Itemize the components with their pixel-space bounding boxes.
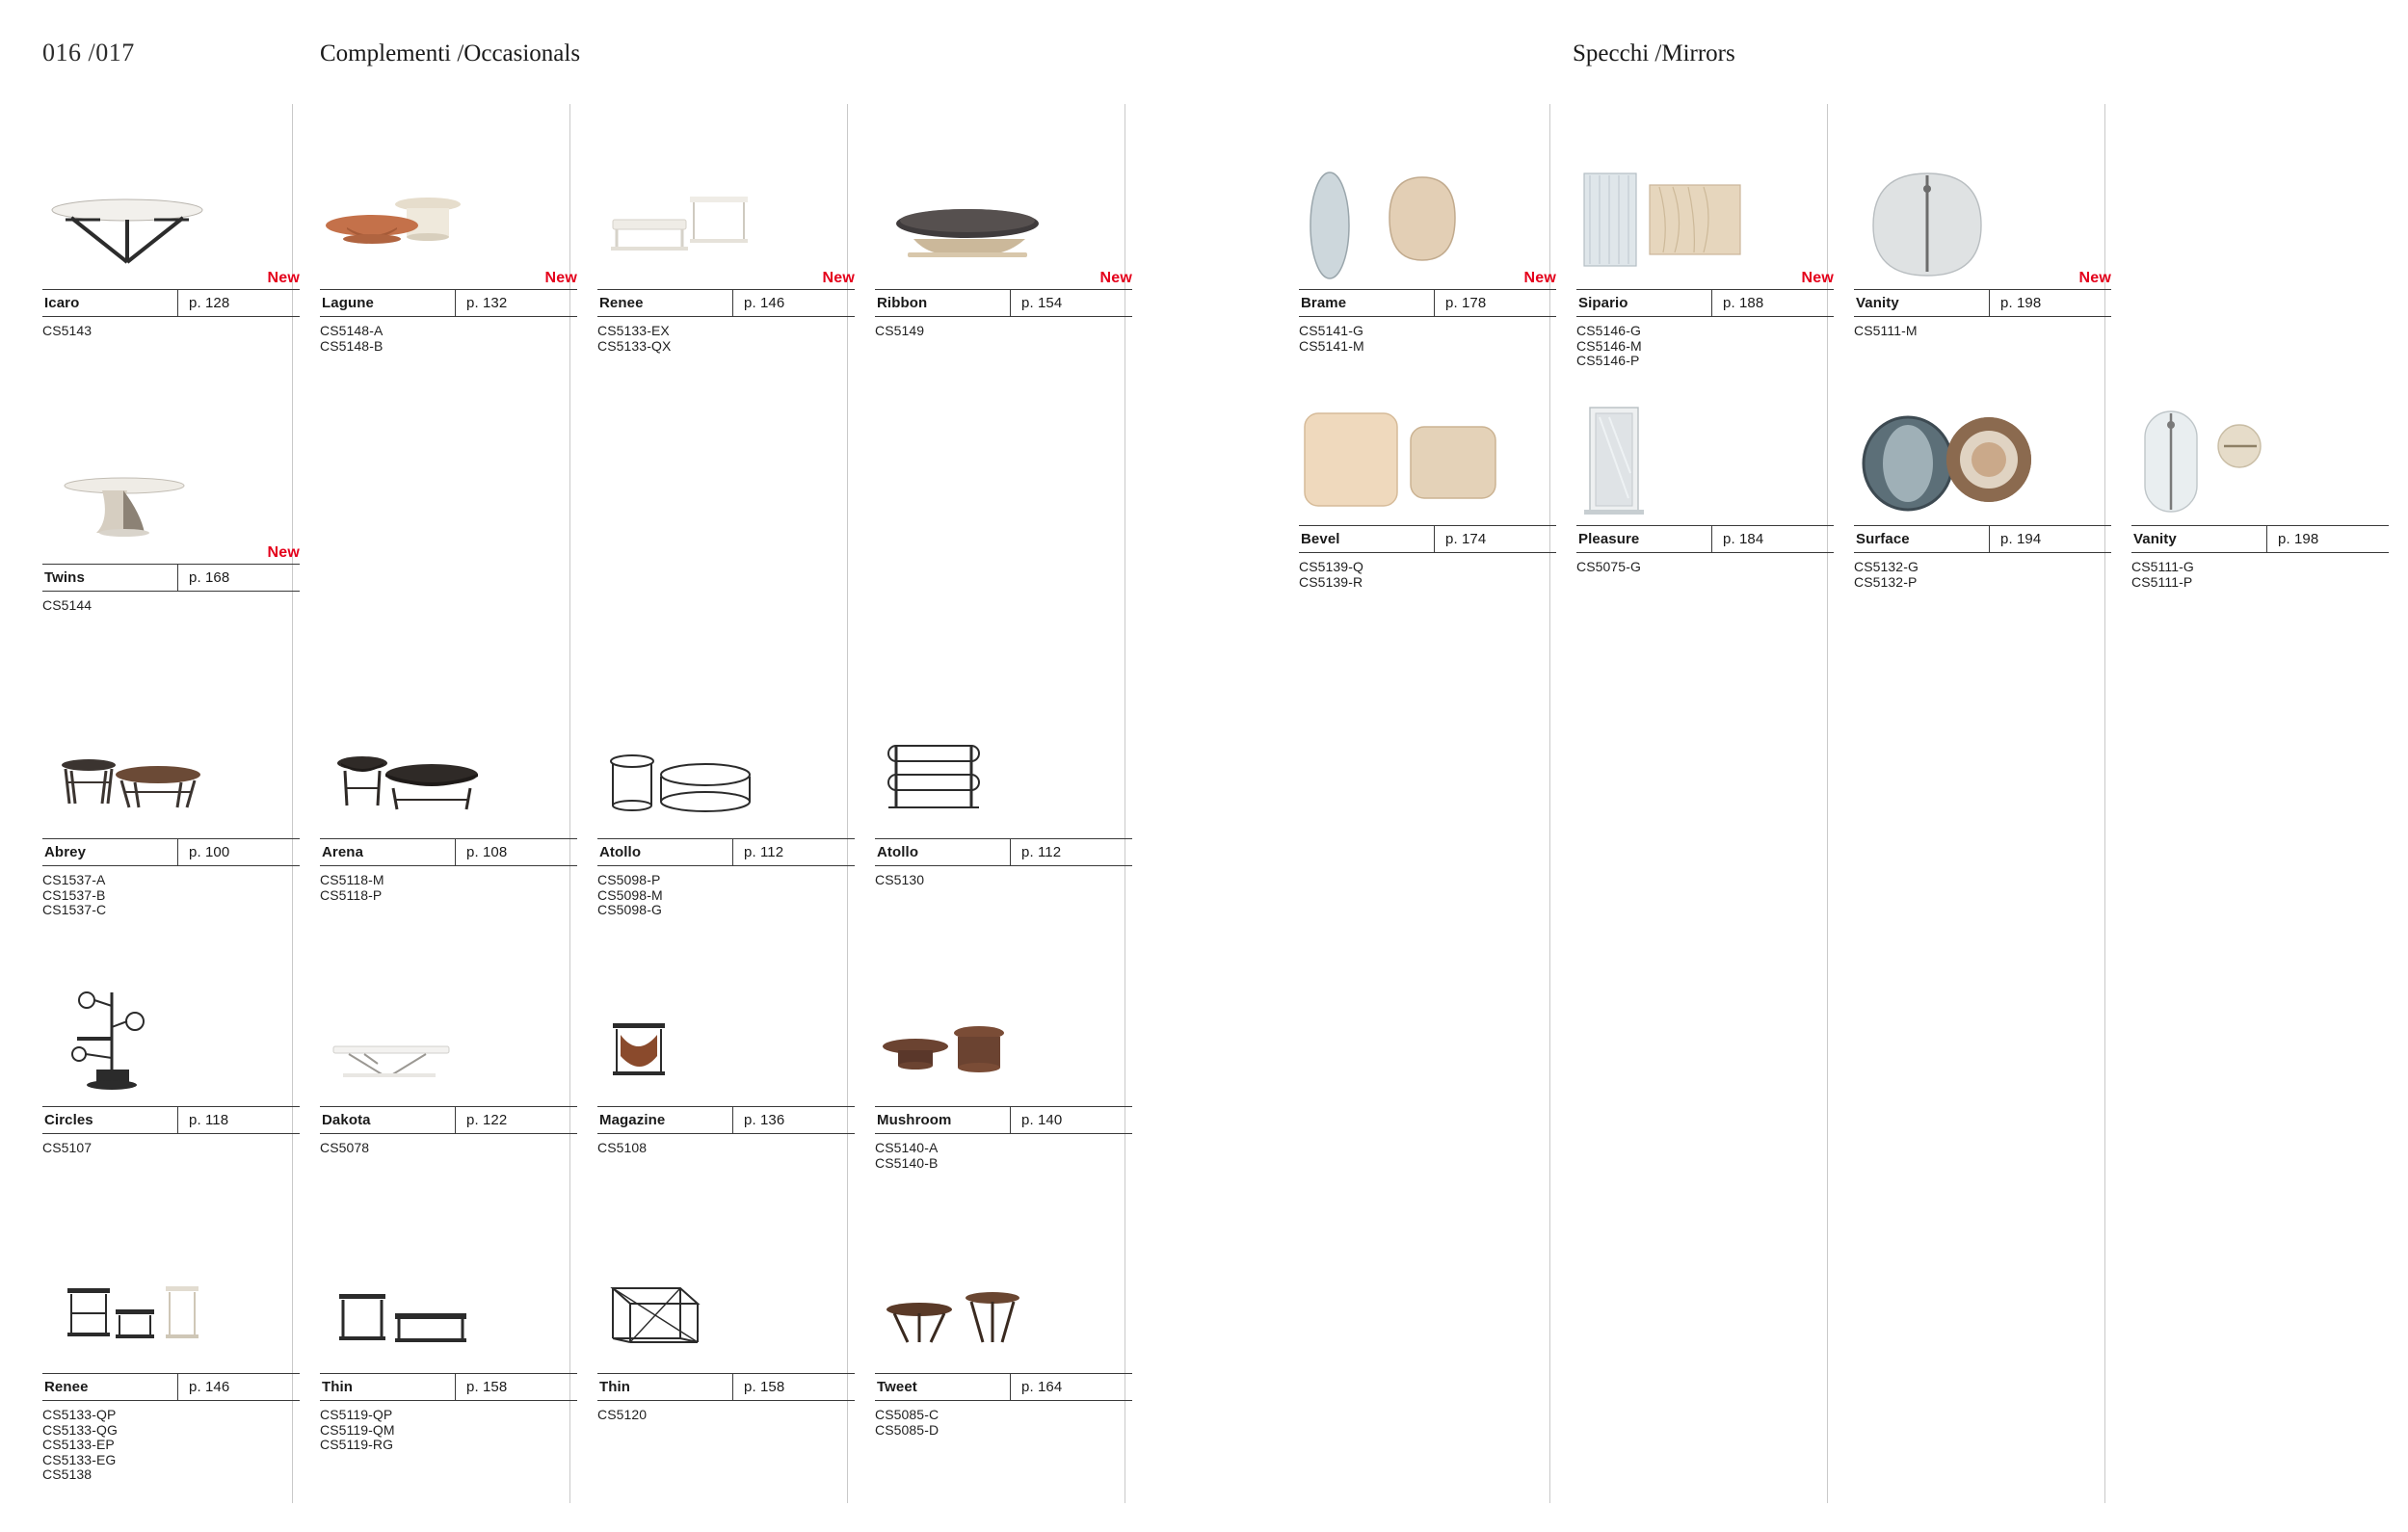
product-cell[interactable] xyxy=(1576,169,1834,369)
row-divider xyxy=(1010,839,1011,865)
row-divider xyxy=(1010,1107,1011,1133)
new-badge: New xyxy=(1801,270,1834,286)
product-name: Vanity xyxy=(1856,295,1899,311)
product-name: Renee xyxy=(44,1379,89,1395)
product-page-ref: p. 154 xyxy=(1021,295,1063,311)
product-code: CS5133-QX xyxy=(597,337,672,354)
product-codes xyxy=(42,1401,300,1483)
oval-mirror-pair-icon xyxy=(1299,170,1556,283)
product-code: CS5148-A xyxy=(320,323,384,338)
product-name: Bevel xyxy=(1301,531,1340,547)
product-name: Ribbon xyxy=(877,295,928,311)
product-page-ref: p. 164 xyxy=(1021,1379,1063,1395)
product-code: CS5144 xyxy=(42,597,93,613)
row-divider xyxy=(177,1107,178,1133)
product-codes xyxy=(1576,317,1834,369)
product-code: CS5138 xyxy=(42,1466,93,1482)
product-page-ref: p. 122 xyxy=(466,1112,508,1128)
round-tray-tables-icon xyxy=(320,719,577,832)
nesting-tables-icon xyxy=(42,1254,300,1367)
row-divider xyxy=(177,565,178,591)
product-name-row xyxy=(1576,525,1834,553)
row-divider xyxy=(455,839,456,865)
product-codes xyxy=(875,317,1132,339)
product-thumbnail xyxy=(1576,405,1834,525)
product-page-ref: p. 100 xyxy=(189,844,230,860)
product-name: Pleasure xyxy=(1578,531,1640,547)
new-badge: New xyxy=(1523,270,1556,286)
new-badge: New xyxy=(822,270,855,286)
product-page-ref: p. 184 xyxy=(1723,531,1764,547)
product-code: CS5133-QP xyxy=(42,1407,117,1422)
product-code: CS5119-RG xyxy=(320,1437,394,1452)
product-thumbnail xyxy=(1299,405,1556,525)
surface-round-mirrors-icon xyxy=(1854,406,2111,519)
product-name: Mushroom xyxy=(877,1112,952,1128)
product-code: CS1537-B xyxy=(42,886,106,903)
product-name-row xyxy=(875,838,1132,866)
product-name: Atollo xyxy=(877,844,919,860)
product-name-row xyxy=(42,838,300,866)
product-name: Dakota xyxy=(322,1112,371,1128)
product-name: Brame xyxy=(1301,295,1347,311)
product-thumbnail xyxy=(875,986,1132,1106)
product-codes xyxy=(597,317,855,354)
product-codes xyxy=(597,1401,855,1423)
row-divider xyxy=(1434,290,1435,316)
product-name-row xyxy=(320,1373,577,1401)
product-thumbnail xyxy=(1299,169,1556,289)
magazine-rack-icon xyxy=(597,987,855,1100)
product-name-row xyxy=(42,564,300,592)
product-code: CS5141-M xyxy=(1299,337,1364,354)
product-codes xyxy=(1854,317,2111,339)
product-name: Arena xyxy=(322,844,364,860)
product-thumbnail xyxy=(42,1253,300,1373)
product-codes xyxy=(42,1134,300,1156)
product-code: CS5118-M xyxy=(320,872,384,887)
product-name: Circles xyxy=(44,1112,93,1128)
product-name-row xyxy=(1854,289,2111,317)
product-codes xyxy=(2131,553,2389,590)
product-cell[interactable] xyxy=(597,169,855,354)
product-code: CS5146-M xyxy=(1576,337,1642,354)
product-name: Thin xyxy=(599,1379,631,1395)
product-cell[interactable] xyxy=(42,986,300,1156)
product-thumbnail xyxy=(597,1253,855,1373)
new-badge: New xyxy=(2078,270,2111,286)
product-codes xyxy=(320,317,577,354)
product-codes xyxy=(1854,553,2111,590)
product-code: CS5119-QM xyxy=(320,1421,395,1438)
wire-round-tables-icon xyxy=(597,719,855,832)
product-code: CS5133-QG xyxy=(42,1421,118,1438)
product-code: CS1537-C xyxy=(42,902,107,917)
product-codes xyxy=(875,1134,1132,1171)
vanity-square-mirror-icon xyxy=(1854,170,2111,283)
product-code: CS5133-EX xyxy=(597,323,670,338)
product-code: CS5107 xyxy=(42,1140,93,1155)
product-name-row xyxy=(597,1106,855,1134)
row-divider xyxy=(177,839,178,865)
product-cell[interactable] xyxy=(1576,405,1834,575)
page-header xyxy=(0,39,2408,77)
folding-table-icon xyxy=(320,987,577,1100)
row-divider xyxy=(1711,526,1712,552)
product-cell[interactable] xyxy=(1299,169,1556,354)
product-code: CS5143 xyxy=(42,323,93,338)
product-thumbnail xyxy=(320,169,577,289)
product-name: Lagune xyxy=(322,295,374,311)
product-name-row xyxy=(320,838,577,866)
product-codes xyxy=(320,866,577,903)
product-name-row xyxy=(1854,525,2111,553)
product-code: CS5132-P xyxy=(1854,573,1918,590)
row-divider xyxy=(177,1374,178,1400)
product-cell[interactable] xyxy=(1854,405,2111,590)
product-thumbnail xyxy=(320,718,577,838)
row-divider xyxy=(732,839,733,865)
wire-console-icon xyxy=(875,719,1132,832)
product-name: Twins xyxy=(44,569,85,586)
row-divider xyxy=(1010,290,1011,316)
product-page-ref: p. 112 xyxy=(1021,844,1062,860)
tweet-tables-icon xyxy=(875,1254,1132,1367)
product-name: Icaro xyxy=(44,295,80,311)
product-thumbnail xyxy=(42,986,300,1106)
product-name-row xyxy=(1299,289,1556,317)
product-thumbnail xyxy=(1854,405,2111,525)
product-thumbnail xyxy=(1854,169,2111,289)
mushroom-tables-icon xyxy=(875,987,1132,1100)
thin-square-tables-icon xyxy=(320,1254,577,1367)
product-cell[interactable] xyxy=(320,718,577,903)
row-divider xyxy=(455,290,456,316)
product-codes xyxy=(320,1401,577,1453)
product-code: CS1537-A xyxy=(42,872,106,887)
row-divider xyxy=(732,1107,733,1133)
product-cell[interactable] xyxy=(875,169,1132,339)
product-cell[interactable] xyxy=(42,718,300,918)
product-codes xyxy=(42,317,300,339)
product-code: CS5075-G xyxy=(1576,559,1641,574)
product-page-ref: p. 158 xyxy=(466,1379,508,1395)
product-code: CS5140-B xyxy=(875,1154,939,1171)
product-codes xyxy=(875,1401,1132,1438)
product-codes xyxy=(42,592,300,614)
product-cell[interactable] xyxy=(1299,405,1556,590)
product-code: CS5111-P xyxy=(2131,573,2193,590)
product-cell[interactable] xyxy=(875,1253,1132,1438)
product-name: Surface xyxy=(1856,531,1910,547)
section-title-occasionals: Complementi /Occasionals xyxy=(320,40,581,66)
row-divider xyxy=(455,1374,456,1400)
product-page-ref: p. 174 xyxy=(1445,531,1487,547)
product-page-ref: p. 112 xyxy=(744,844,784,860)
product-cell[interactable] xyxy=(42,443,300,614)
new-badge: New xyxy=(267,270,300,286)
product-code: CS5132-G xyxy=(1854,559,1918,574)
product-name-row xyxy=(2131,525,2389,553)
product-name: Abrey xyxy=(44,844,87,860)
sipario-panel-mirrors-icon xyxy=(1576,170,1834,283)
product-page-ref: p. 128 xyxy=(189,295,230,311)
product-code: CS5141-G xyxy=(1299,323,1363,338)
vanity-oval-mirror-icon xyxy=(2131,406,2389,519)
product-cell[interactable] xyxy=(320,986,577,1156)
product-name-row xyxy=(320,289,577,317)
product-cell[interactable] xyxy=(320,1253,577,1453)
oval-marble-table-icon xyxy=(875,170,1132,283)
product-code: CS5085-D xyxy=(875,1421,939,1438)
row-divider xyxy=(2266,526,2267,552)
product-codes xyxy=(597,1134,855,1156)
product-thumbnail xyxy=(320,1253,577,1373)
product-name-row xyxy=(42,1106,300,1134)
product-name-row xyxy=(1576,289,1834,317)
product-cell[interactable] xyxy=(875,718,1132,888)
product-page-ref: p. 198 xyxy=(2278,531,2319,547)
wire-cube-table-icon xyxy=(597,1254,855,1367)
product-code: CS5133-EP xyxy=(42,1437,115,1452)
product-code: CS5130 xyxy=(875,872,925,887)
new-badge: New xyxy=(544,270,577,286)
product-name: Magazine xyxy=(599,1112,666,1128)
low-square-tables-icon xyxy=(597,170,855,283)
rounded-rect-mirrors-icon xyxy=(1299,406,1556,519)
product-name: Atollo xyxy=(599,844,642,860)
product-page-ref: p. 132 xyxy=(466,295,508,311)
product-page-ref: p. 178 xyxy=(1445,295,1487,311)
row-divider xyxy=(1434,526,1435,552)
product-name-row xyxy=(42,289,300,317)
product-code: CS5108 xyxy=(597,1140,648,1155)
product-code: CS5120 xyxy=(597,1407,648,1422)
row-divider xyxy=(732,1374,733,1400)
product-cell[interactable] xyxy=(320,169,577,354)
product-cell[interactable] xyxy=(597,1253,855,1423)
product-thumbnail xyxy=(320,986,577,1106)
product-codes xyxy=(875,866,1132,888)
product-name: Renee xyxy=(599,295,644,311)
product-name: Tweet xyxy=(877,1379,917,1395)
round-table-tripod-icon xyxy=(42,170,300,283)
coat-stand-icon xyxy=(42,987,300,1100)
product-codes xyxy=(597,866,855,918)
product-cell[interactable] xyxy=(597,986,855,1156)
product-code: CS5098-P xyxy=(597,872,661,887)
product-thumbnail xyxy=(2131,405,2389,525)
product-cell[interactable] xyxy=(1854,169,2111,339)
product-name-row xyxy=(1299,525,1556,553)
product-page-ref: p. 158 xyxy=(744,1379,785,1395)
product-cell[interactable] xyxy=(597,718,855,918)
row-divider xyxy=(455,1107,456,1133)
product-code: CS5078 xyxy=(320,1140,370,1155)
product-page-ref: p. 108 xyxy=(466,844,508,860)
product-thumbnail xyxy=(597,718,855,838)
product-cell[interactable] xyxy=(875,986,1132,1171)
row-divider xyxy=(177,290,178,316)
product-page-ref: p. 146 xyxy=(744,295,785,311)
page-folio: 016 /017 xyxy=(42,39,135,66)
product-page-ref: p. 194 xyxy=(2000,531,2042,547)
product-code: CS5149 xyxy=(875,323,925,338)
product-name-row xyxy=(875,289,1132,317)
product-cell[interactable] xyxy=(42,1253,300,1483)
product-name: Sipario xyxy=(1578,295,1628,311)
product-page-ref: p. 118 xyxy=(189,1112,229,1128)
product-thumbnail xyxy=(1576,169,1834,289)
product-code: CS5146-P xyxy=(1576,353,1640,368)
row-divider xyxy=(1989,526,1990,552)
oval-coffee-table-icon xyxy=(320,170,577,283)
row-divider xyxy=(1010,1374,1011,1400)
product-page-ref: p. 188 xyxy=(1723,295,1764,311)
tall-floor-mirror-icon xyxy=(1576,406,1834,519)
product-code: CS5111-M xyxy=(1854,323,1918,338)
new-badge: New xyxy=(267,544,300,561)
product-thumbnail xyxy=(42,443,300,564)
product-name-row xyxy=(597,289,855,317)
product-codes xyxy=(1299,553,1556,590)
product-thumbnail xyxy=(597,169,855,289)
product-page-ref: p. 140 xyxy=(1021,1112,1063,1128)
product-codes xyxy=(42,866,300,918)
row-divider xyxy=(732,290,733,316)
product-page-ref: p. 198 xyxy=(2000,295,2042,311)
product-thumbnail xyxy=(597,986,855,1106)
product-code: CS5140-A xyxy=(875,1140,939,1155)
product-name-row xyxy=(875,1373,1132,1401)
product-name: Thin xyxy=(322,1379,354,1395)
two-side-tables-icon xyxy=(42,719,300,832)
product-name: Vanity xyxy=(2133,531,2177,547)
product-code: CS5111-G xyxy=(2131,559,2194,574)
product-code: CS5098-G xyxy=(597,902,662,917)
row-divider xyxy=(1711,290,1712,316)
product-codes xyxy=(1299,317,1556,354)
product-code: CS5146-G xyxy=(1576,323,1641,338)
product-thumbnail xyxy=(875,169,1132,289)
product-thumbnail xyxy=(875,1253,1132,1373)
product-code: CS5133-EG xyxy=(42,1451,117,1467)
row-divider xyxy=(1989,290,1990,316)
product-name-row xyxy=(597,1373,855,1401)
product-code: CS5148-B xyxy=(320,337,384,354)
product-code: CS5139-R xyxy=(1299,573,1363,590)
product-name-row xyxy=(597,838,855,866)
product-code: CS5119-QP xyxy=(320,1407,393,1422)
product-code: CS5085-C xyxy=(875,1407,939,1422)
product-cell[interactable] xyxy=(42,169,300,339)
product-code: CS5118-P xyxy=(320,886,383,903)
section-title-mirrors: Specchi /Mirrors xyxy=(1573,40,1735,66)
new-badge: New xyxy=(1099,270,1132,286)
product-thumbnail xyxy=(42,718,300,838)
product-codes xyxy=(320,1134,577,1156)
product-name-row xyxy=(320,1106,577,1134)
product-thumbnail xyxy=(875,718,1132,838)
product-thumbnail xyxy=(42,169,300,289)
product-code: CS5098-M xyxy=(597,886,663,903)
product-code: CS5139-Q xyxy=(1299,559,1363,574)
product-codes xyxy=(1576,553,1834,575)
product-page-ref: p. 146 xyxy=(189,1379,230,1395)
product-page-ref: p. 168 xyxy=(189,569,230,586)
product-cell[interactable] xyxy=(2131,405,2389,590)
product-page-ref: p. 136 xyxy=(744,1112,785,1128)
product-name-row xyxy=(875,1106,1132,1134)
round-table-pedestal-icon xyxy=(42,444,300,558)
product-name-row xyxy=(42,1373,300,1401)
